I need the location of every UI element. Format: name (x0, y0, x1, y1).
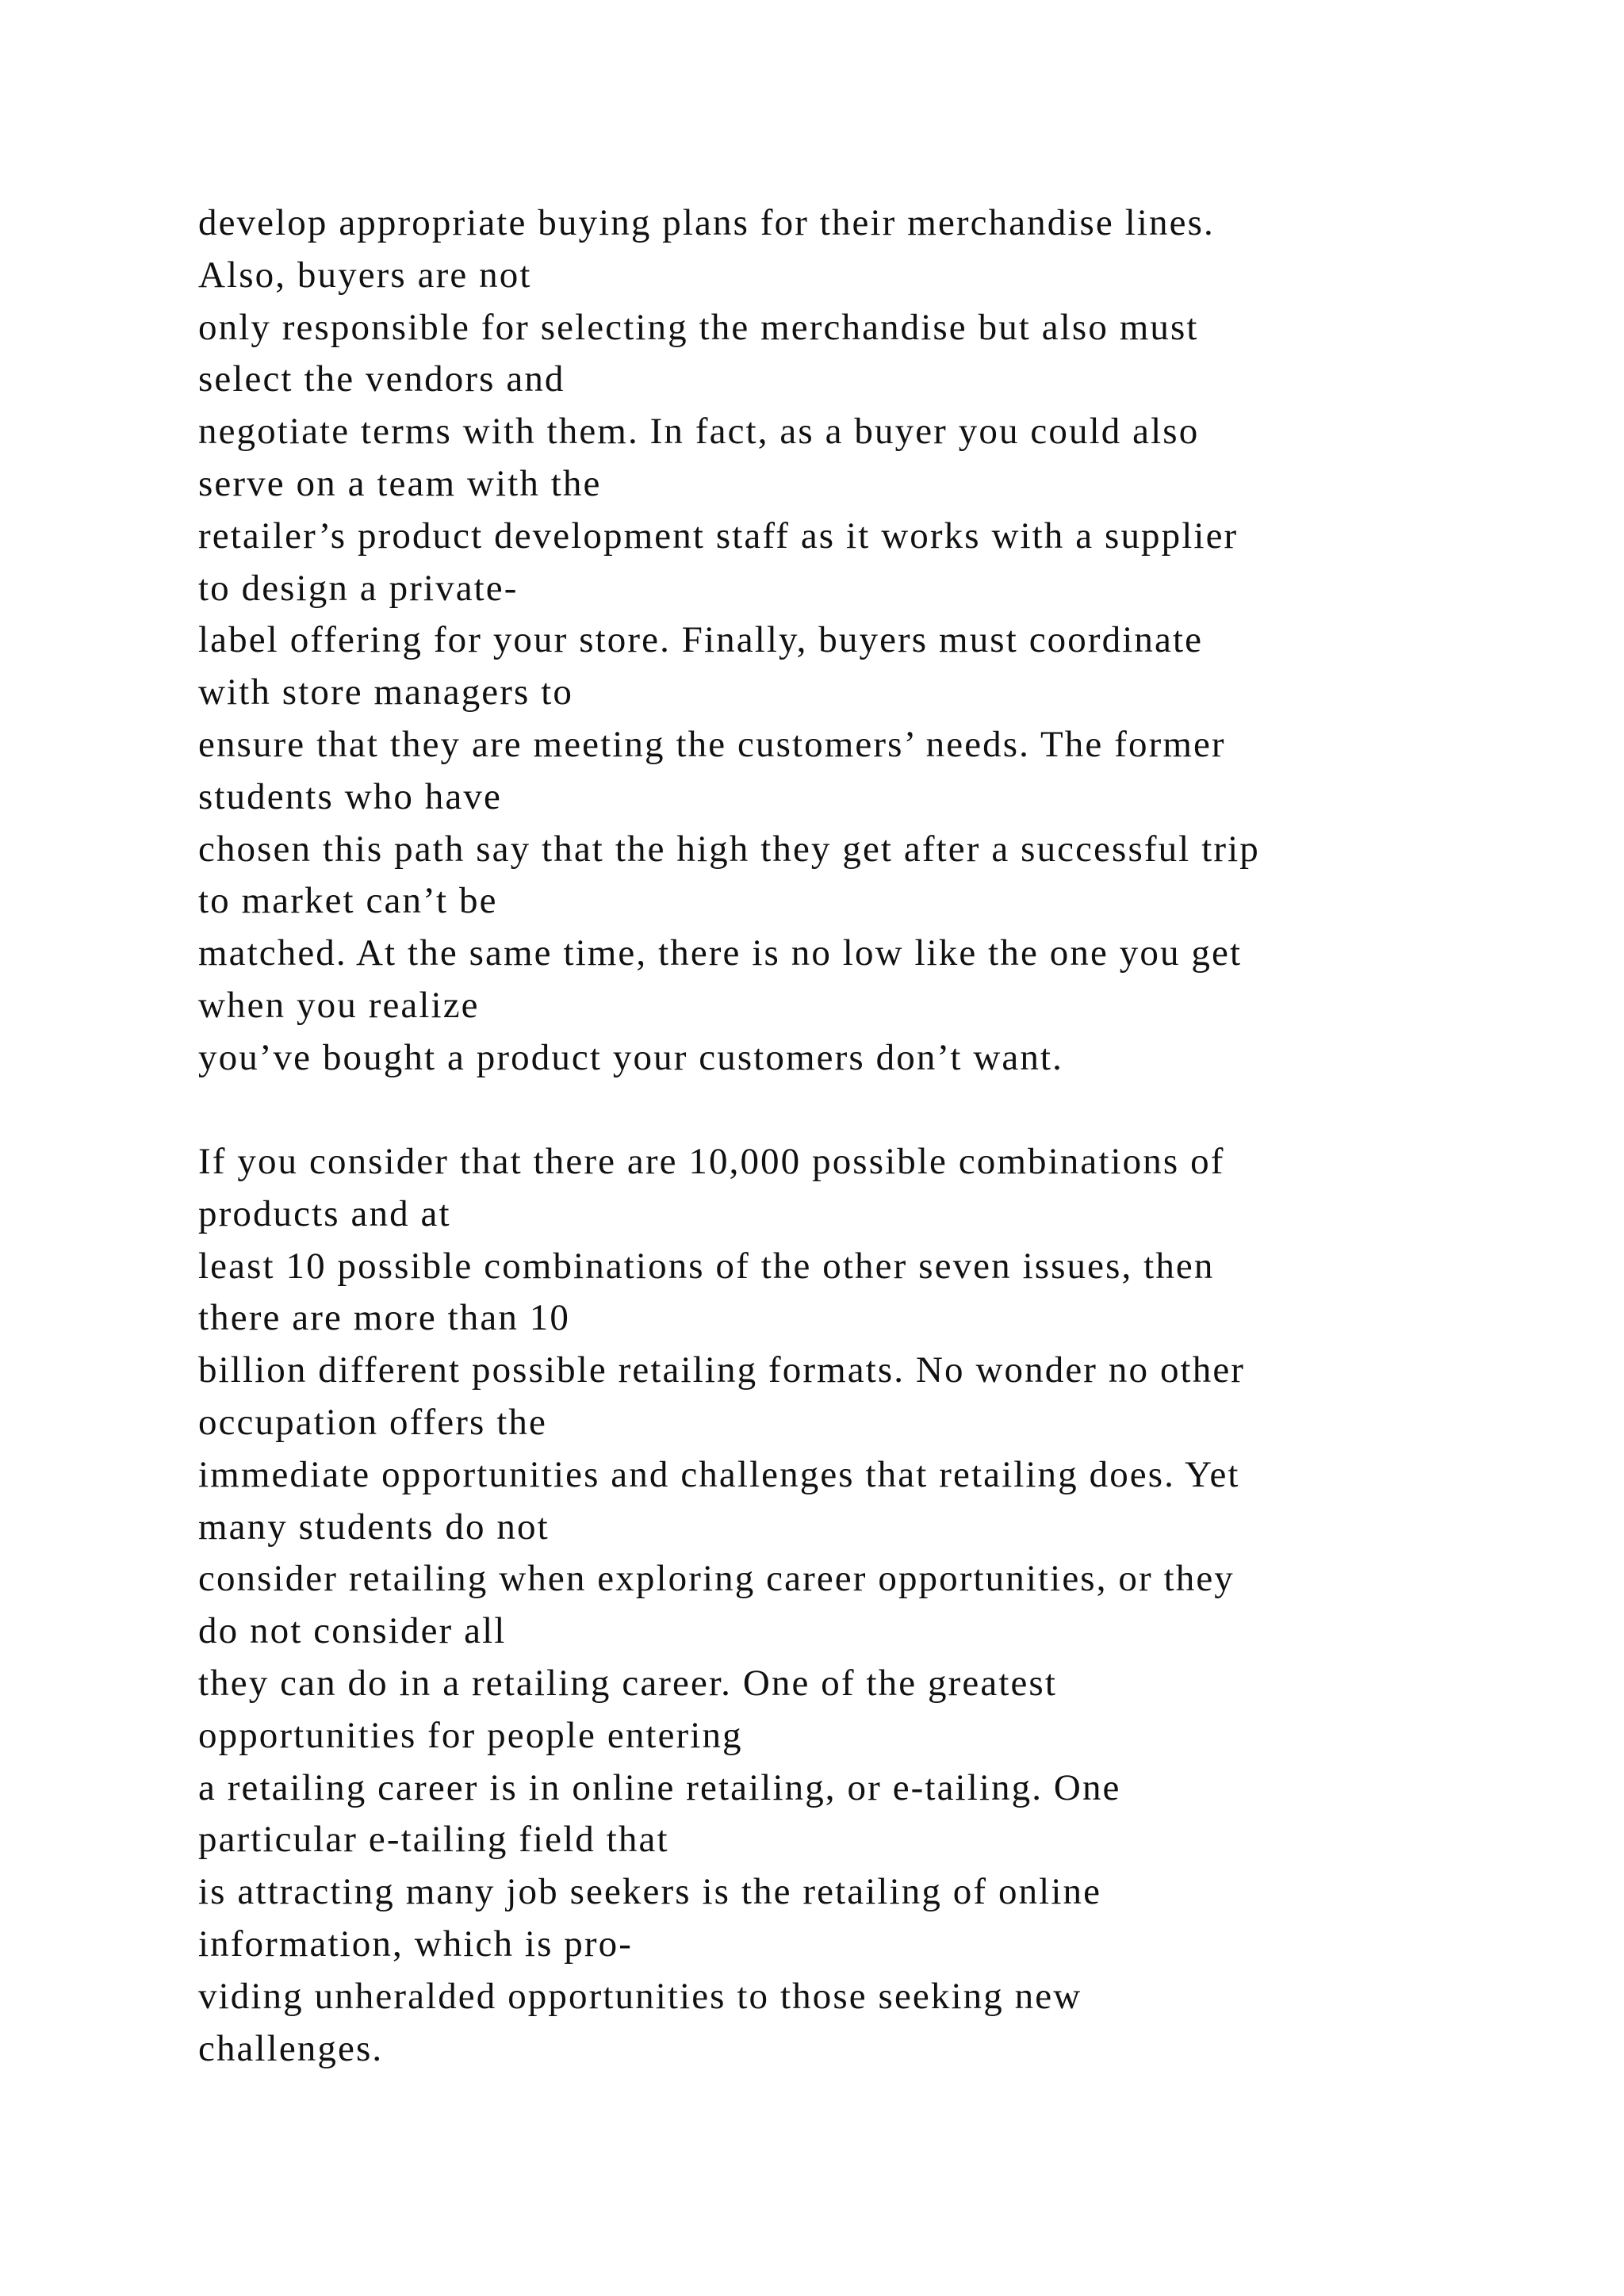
text-line: a retailing career is in online retailing, or e-tailing. One (198, 1766, 1121, 1808)
text-line: students who have (198, 775, 502, 817)
text-line: viding unheralded opportunities to those seeking new (198, 1975, 1082, 2017)
text-line: is attracting many job seekers is the retailing of online (198, 1871, 1102, 1913)
text-line: to market can’t be (198, 880, 498, 922)
text-line: consider retailing when exploring career opportunities, or they (198, 1558, 1235, 1600)
text-line: billion different possible retailing formats. No wonder no other (198, 1349, 1246, 1391)
text-line: If you consider that there are 10,000 possible combinations of (198, 1141, 1225, 1182)
text-line: do not consider all (198, 1610, 507, 1652)
text-line: select the vendors and (198, 358, 565, 400)
text-line: serve on a team with the (198, 462, 602, 504)
text-line: Also, buyers are not (198, 254, 532, 296)
text-line: with store managers to (198, 672, 574, 714)
text-line: chosen this path say that the high they get after a successful trip (198, 828, 1260, 870)
text-line: information, which is pro- (198, 1923, 634, 1965)
text-line: you’ve bought a product your customers don’t want. (198, 1036, 1063, 1078)
text-line: label offering for your store. Finally, buyers must coordinate (198, 619, 1204, 661)
text-line: many students do not (198, 1506, 550, 1548)
text-line: develop appropriate buying plans for their merchandise lines. (198, 202, 1215, 243)
text-line: products and at (198, 1192, 451, 1234)
text-line: occupation offers the (198, 1401, 547, 1443)
text-line: only responsible for selecting the merchandise but also must (198, 306, 1199, 348)
text-line: when you realize (198, 984, 480, 1026)
paragraph-retailing-formats (198, 1136, 1562, 2075)
text-line: immediate opportunities and challenges that retailing does. Yet (198, 1453, 1240, 1495)
text-line: least 10 possible combinations of the other seven issues, then (198, 1245, 1215, 1287)
text-line: they can do in a retailing career. One of the greatest (198, 1662, 1057, 1704)
text-line: opportunities for people entering (198, 1714, 743, 1756)
text-line: retailer’s product development staff as it works with a supplier (198, 515, 1239, 557)
text-line: ensure that they are meeting the customers’ needs. The former (198, 723, 1226, 765)
text-line: there are more than 10 (198, 1297, 570, 1339)
text-line: particular e-tailing field that (198, 1819, 669, 1861)
text-line: negotiate terms with them. In fact, as a buyer you could also (198, 411, 1200, 453)
text-line: matched. At the same time, there is no low like the one you get (198, 932, 1243, 974)
text-line: challenges. (198, 2027, 384, 2069)
paragraph-buyers (198, 197, 1562, 1085)
text-line: to design a private- (198, 567, 519, 609)
